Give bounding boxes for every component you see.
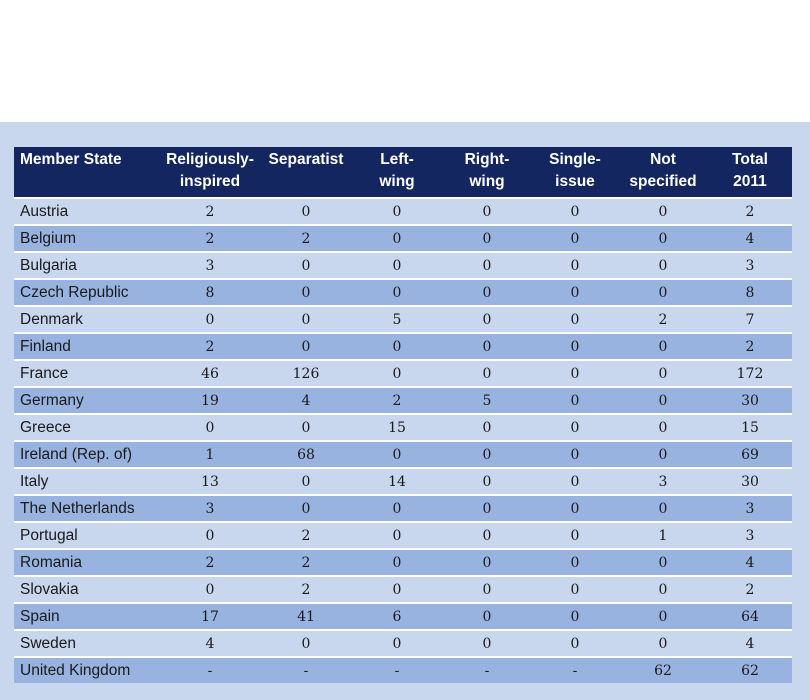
value-cell: 4: [160, 629, 260, 656]
table-header: [14, 147, 792, 197]
value-cell: 0: [442, 251, 532, 278]
header-total-2011: Total 2011: [708, 147, 792, 197]
value-cell: 4: [708, 224, 792, 251]
table-row: [14, 575, 792, 602]
value-cell: 0: [442, 224, 532, 251]
value-cell: 2: [160, 224, 260, 251]
value-cell: 4: [708, 629, 792, 656]
value-cell: 0: [442, 197, 532, 224]
table-row: [14, 197, 792, 224]
value-cell: 0: [618, 251, 708, 278]
attacks-table: [14, 147, 792, 683]
header-right-wing: Right- wing: [442, 147, 532, 197]
header-single-issue: Single- issue: [532, 147, 618, 197]
table-row: [14, 548, 792, 575]
value-cell: 3: [160, 494, 260, 521]
value-cell: 14: [352, 467, 442, 494]
table-body: [14, 197, 792, 683]
value-cell: 0: [618, 494, 708, 521]
value-cell: 0: [618, 386, 708, 413]
value-cell: 0: [618, 359, 708, 386]
value-cell: 0: [352, 494, 442, 521]
value-cell: 2: [352, 386, 442, 413]
value-cell: 2: [260, 521, 352, 548]
value-cell: 2: [260, 224, 352, 251]
value-cell: 0: [618, 278, 708, 305]
header-row: [14, 147, 792, 197]
value-cell: 0: [260, 332, 352, 359]
value-cell: 0: [532, 278, 618, 305]
value-cell: 0: [532, 251, 618, 278]
table-row: [14, 413, 792, 440]
value-cell: 0: [442, 305, 532, 332]
value-cell: 0: [532, 494, 618, 521]
member-state-cell: Portugal: [14, 521, 160, 548]
table-row: [14, 440, 792, 467]
member-state-cell: Italy: [14, 467, 160, 494]
value-cell: 41: [260, 602, 352, 629]
value-cell: 0: [160, 575, 260, 602]
table-row: [14, 224, 792, 251]
value-cell: 0: [532, 467, 618, 494]
table-row: [14, 494, 792, 521]
value-cell: 0: [160, 305, 260, 332]
value-cell: 2: [708, 197, 792, 224]
value-cell: 0: [442, 332, 532, 359]
value-cell: 2: [260, 575, 352, 602]
value-cell: 17: [160, 602, 260, 629]
value-cell: 0: [352, 224, 442, 251]
member-state-cell: Greece: [14, 413, 160, 440]
value-cell: 0: [442, 575, 532, 602]
value-cell: 0: [532, 575, 618, 602]
value-cell: 2: [160, 197, 260, 224]
value-cell: 0: [442, 440, 532, 467]
value-cell: 64: [708, 602, 792, 629]
value-cell: 30: [708, 386, 792, 413]
value-cell: 0: [532, 197, 618, 224]
value-cell: 68: [260, 440, 352, 467]
value-cell: 0: [532, 413, 618, 440]
value-cell: 0: [442, 548, 532, 575]
value-cell: 3: [618, 467, 708, 494]
value-cell: 0: [260, 305, 352, 332]
value-cell: -: [442, 656, 532, 683]
value-cell: 0: [618, 602, 708, 629]
member-state-cell: Romania: [14, 548, 160, 575]
value-cell: 0: [442, 629, 532, 656]
value-cell: 0: [532, 359, 618, 386]
table-row: [14, 656, 792, 683]
value-cell: 0: [260, 413, 352, 440]
table-row: [14, 467, 792, 494]
value-cell: -: [532, 656, 618, 683]
value-cell: 0: [618, 575, 708, 602]
value-cell: 8: [160, 278, 260, 305]
value-cell: 3: [708, 494, 792, 521]
value-cell: 0: [442, 494, 532, 521]
value-cell: 0: [618, 413, 708, 440]
member-state-cell: Bulgaria: [14, 251, 160, 278]
member-state-cell: Czech Republic: [14, 278, 160, 305]
value-cell: 46: [160, 359, 260, 386]
value-cell: 0: [442, 278, 532, 305]
table-row: [14, 251, 792, 278]
header-member-state: Member State: [14, 147, 160, 197]
value-cell: 0: [442, 413, 532, 440]
member-state-cell: France: [14, 359, 160, 386]
table-row: [14, 359, 792, 386]
value-cell: 0: [260, 197, 352, 224]
value-cell: 0: [532, 332, 618, 359]
value-cell: 0: [618, 548, 708, 575]
value-cell: 0: [532, 629, 618, 656]
value-cell: 0: [352, 548, 442, 575]
value-cell: 8: [708, 278, 792, 305]
value-cell: 2: [160, 332, 260, 359]
value-cell: 0: [260, 629, 352, 656]
value-cell: -: [352, 656, 442, 683]
value-cell: 1: [618, 521, 708, 548]
table-row: [14, 521, 792, 548]
table-row: [14, 332, 792, 359]
value-cell: 0: [352, 197, 442, 224]
value-cell: 0: [442, 602, 532, 629]
value-cell: 1: [160, 440, 260, 467]
value-cell: 0: [352, 575, 442, 602]
member-state-cell: Denmark: [14, 305, 160, 332]
value-cell: 3: [708, 251, 792, 278]
value-cell: 0: [260, 278, 352, 305]
value-cell: 30: [708, 467, 792, 494]
value-cell: 0: [618, 224, 708, 251]
value-cell: 62: [618, 656, 708, 683]
value-cell: 0: [618, 332, 708, 359]
header-left-wing: Left- wing: [352, 147, 442, 197]
header-not-specified: Not specified: [618, 147, 708, 197]
header-religiously-inspired: Religiously- inspired: [160, 147, 260, 197]
value-cell: 3: [160, 251, 260, 278]
value-cell: 0: [260, 494, 352, 521]
member-state-cell: Spain: [14, 602, 160, 629]
value-cell: 4: [260, 386, 352, 413]
value-cell: 15: [352, 413, 442, 440]
value-cell: 0: [160, 413, 260, 440]
table-row: [14, 305, 792, 332]
value-cell: 0: [442, 521, 532, 548]
value-cell: 5: [352, 305, 442, 332]
value-cell: 0: [352, 629, 442, 656]
member-state-cell: Germany: [14, 386, 160, 413]
table-row: [14, 278, 792, 305]
value-cell: 3: [708, 521, 792, 548]
member-state-cell: Sweden: [14, 629, 160, 656]
value-cell: 0: [532, 305, 618, 332]
value-cell: 6: [352, 602, 442, 629]
value-cell: 0: [532, 521, 618, 548]
value-cell: -: [260, 656, 352, 683]
value-cell: 15: [708, 413, 792, 440]
value-cell: 0: [532, 440, 618, 467]
value-cell: 0: [352, 440, 442, 467]
table-row: [14, 602, 792, 629]
value-cell: 0: [352, 251, 442, 278]
value-cell: -: [160, 656, 260, 683]
value-cell: 2: [708, 332, 792, 359]
value-cell: 0: [532, 602, 618, 629]
value-cell: 0: [260, 251, 352, 278]
member-state-cell: United Kingdom: [14, 656, 160, 683]
value-cell: 2: [260, 548, 352, 575]
value-cell: 0: [352, 359, 442, 386]
value-cell: 0: [618, 440, 708, 467]
value-cell: 19: [160, 386, 260, 413]
value-cell: 0: [260, 467, 352, 494]
value-cell: 0: [352, 332, 442, 359]
table-row: [14, 629, 792, 656]
value-cell: 4: [708, 548, 792, 575]
value-cell: 0: [532, 224, 618, 251]
value-cell: 0: [532, 548, 618, 575]
value-cell: 0: [618, 197, 708, 224]
value-cell: 7: [708, 305, 792, 332]
member-state-cell: Slovakia: [14, 575, 160, 602]
value-cell: 2: [160, 548, 260, 575]
value-cell: 0: [442, 467, 532, 494]
header-separatist: Separatist: [260, 147, 352, 197]
value-cell: 0: [532, 386, 618, 413]
table-row: [14, 386, 792, 413]
value-cell: 0: [352, 521, 442, 548]
value-cell: 2: [708, 575, 792, 602]
value-cell: 69: [708, 440, 792, 467]
value-cell: 62: [708, 656, 792, 683]
value-cell: 0: [352, 278, 442, 305]
member-state-cell: The Netherlands: [14, 494, 160, 521]
value-cell: 172: [708, 359, 792, 386]
value-cell: 13: [160, 467, 260, 494]
value-cell: 0: [442, 359, 532, 386]
value-cell: 5: [442, 386, 532, 413]
member-state-cell: Ireland (Rep. of): [14, 440, 160, 467]
value-cell: 0: [160, 521, 260, 548]
value-cell: 0: [618, 629, 708, 656]
value-cell: 126: [260, 359, 352, 386]
member-state-cell: Austria: [14, 197, 160, 224]
value-cell: 2: [618, 305, 708, 332]
member-state-cell: Belgium: [14, 224, 160, 251]
member-state-cell: Finland: [14, 332, 160, 359]
